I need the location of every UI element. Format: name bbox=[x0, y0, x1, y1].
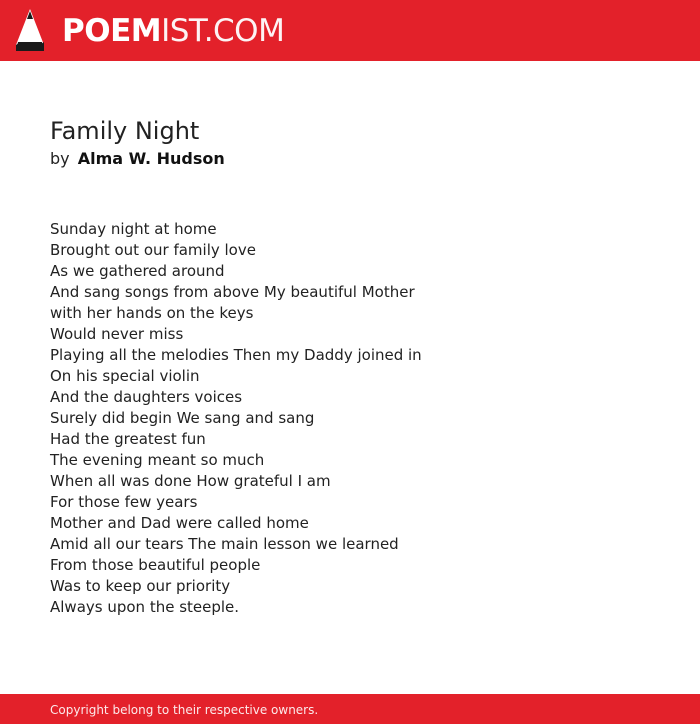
poem-line: When all was done How grateful I am bbox=[50, 472, 331, 490]
poem-line: Mother and Dad were called home bbox=[50, 514, 309, 532]
site-header bbox=[0, 0, 700, 61]
poem-line: Brought out our family love bbox=[50, 241, 256, 259]
poem-line: Had the greatest fun bbox=[50, 430, 206, 448]
poem-line: For those few years bbox=[50, 493, 198, 511]
poem-line: Would never miss bbox=[50, 325, 184, 343]
poem-line: Surely did begin We sang and sang bbox=[50, 409, 315, 427]
poem-line: Playing all the melodies Then my Daddy joined in bbox=[50, 346, 422, 364]
poem-line: Was to keep our priority bbox=[50, 577, 231, 595]
poem-author: Alma W. Hudson bbox=[77, 149, 225, 168]
poem-line: From those beautiful people bbox=[50, 556, 261, 574]
poem-line: And sang songs from above My beautiful Mother bbox=[50, 283, 415, 301]
pencil-icon[interactable] bbox=[16, 9, 44, 51]
poem-title: Family Night bbox=[50, 117, 200, 145]
logo-brand-light: IST.COM bbox=[161, 13, 285, 49]
poem-byline bbox=[50, 149, 225, 169]
poem-line: Always upon the steeple. bbox=[50, 598, 240, 616]
poem-line: On his special violin bbox=[50, 367, 200, 385]
logo-brand-bold: POEM bbox=[62, 13, 162, 49]
poem-body bbox=[50, 219, 422, 618]
poem-line: The evening meant so much bbox=[50, 451, 265, 469]
site-footer bbox=[0, 694, 700, 724]
poem-line: Sunday night at home bbox=[50, 220, 217, 238]
poem-line: As we gathered around bbox=[50, 262, 225, 280]
poem-line: Amid all our tears The main lesson we learned bbox=[50, 535, 399, 553]
by-label: by bbox=[50, 149, 70, 168]
site-logo[interactable] bbox=[62, 11, 284, 51]
copyright-notice: Copyright belong to their respective owners. bbox=[50, 703, 319, 717]
poem-line: And the daughters voices bbox=[50, 388, 243, 406]
poem-line: with her hands on the keys bbox=[50, 304, 254, 322]
